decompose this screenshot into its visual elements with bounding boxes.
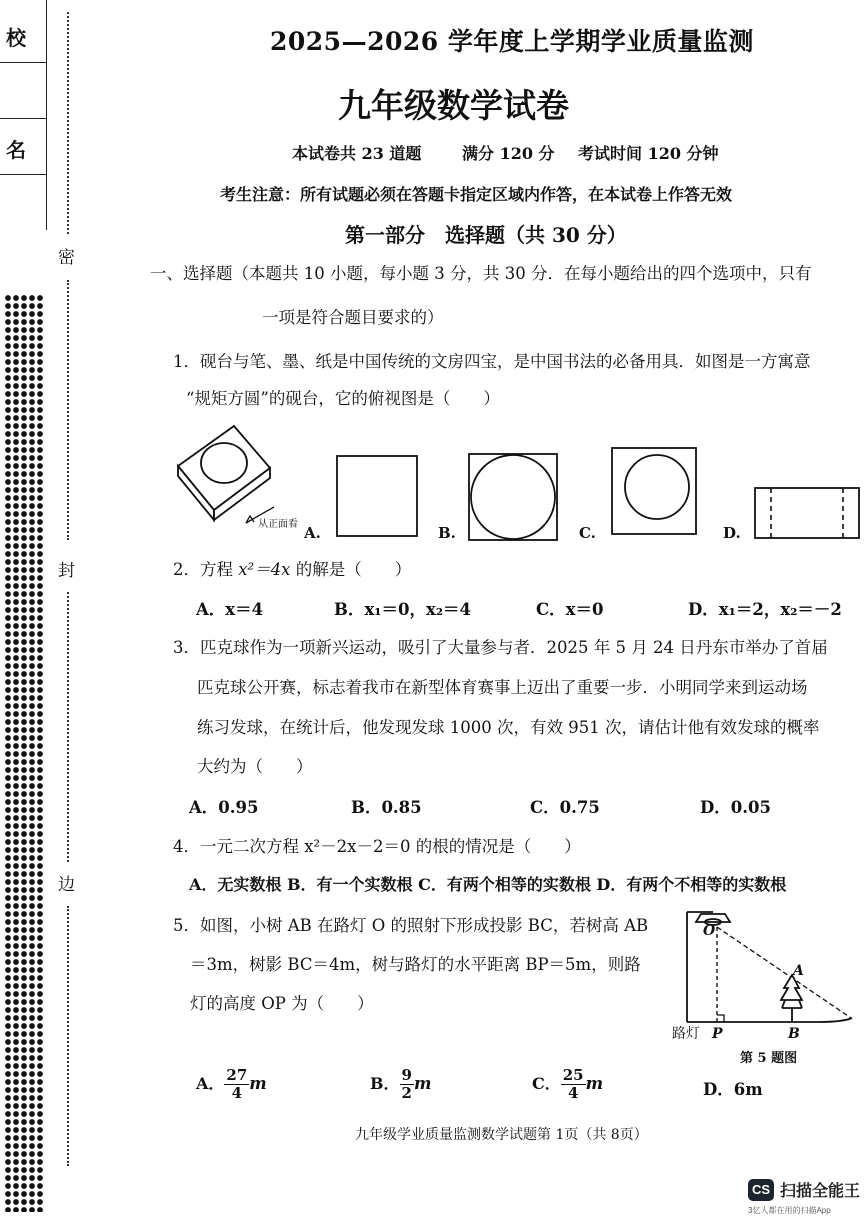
seal-char-mi: 密 bbox=[58, 248, 75, 268]
q2-stem: 2．方程 x²＝4x 的解是（ ） bbox=[173, 560, 412, 579]
q3-option-b[interactable]: B．0.85 bbox=[351, 798, 422, 817]
dot-pattern-strip bbox=[4, 294, 44, 1212]
info-divider bbox=[0, 174, 46, 175]
q5-stem-line3: 灯的高度 OP 为（ ） bbox=[190, 994, 374, 1013]
seal-line bbox=[67, 280, 69, 540]
svg-text:B.: B. bbox=[438, 524, 456, 542]
meta-score: 满分 120 分 bbox=[462, 144, 555, 163]
seal-line bbox=[67, 906, 69, 1166]
svg-text:A.: A. bbox=[304, 524, 321, 542]
q2-option-c[interactable]: C．x＝0 bbox=[536, 600, 604, 619]
q3-option-a[interactable]: A．0.95 bbox=[189, 798, 259, 817]
q1-stem-line1: 1．砚台与笔、墨、纸是中国传统的文房四宝，是中国书法的必备用具．如图是一方寓意 bbox=[173, 352, 811, 371]
q2-option-b[interactable]: B．x₁＝0，x₂＝4 bbox=[334, 600, 472, 619]
exam-title: 九年级数学试卷 bbox=[338, 86, 569, 125]
q5-option-a[interactable]: A． $\frac{27}{4}$ m bbox=[196, 1066, 267, 1102]
svg-text:D.: D. bbox=[723, 524, 741, 542]
school-label: 校 bbox=[6, 26, 26, 50]
info-divider bbox=[0, 62, 46, 63]
camscanner-tagline: 3亿人都在用的扫描App bbox=[748, 1206, 831, 1215]
q4-stem: 4．一元二次方程 x²－2x－2＝0 的根的情况是（ ） bbox=[173, 837, 581, 856]
section-intro-line1: 一、选择题（本题共 10 小题，每小题 3 分，共 30 分．在每小题给出的四个选项中，只有 bbox=[150, 264, 812, 283]
q4-options[interactable]: A．无实数根 B．有一个实数根 C．有两个相等的实数根 D．有两个不相等的实数根 bbox=[189, 875, 787, 894]
q5-option-c[interactable]: C． $\frac{25}{4}$ m bbox=[532, 1066, 604, 1102]
front-view-label: 从正面看 bbox=[258, 519, 298, 530]
part-heading: 第一部分 选择题（共 30 分） bbox=[345, 223, 627, 247]
svg-text:B: B bbox=[788, 1026, 800, 1042]
camscanner-name: 扫描全能王 bbox=[780, 1183, 861, 1200]
meta-questions: 本试卷共 23 道题 bbox=[292, 144, 422, 163]
option-a-square bbox=[337, 456, 417, 536]
meta-time: 考试时间 120 分钟 bbox=[578, 144, 719, 163]
q3-option-c[interactable]: C．0.75 bbox=[530, 798, 600, 817]
name-label: 名 bbox=[6, 138, 26, 162]
q5-stem-line2: ＝3m，树影 BC＝4m，树与路灯的水平距离 BP＝5m，则路 bbox=[190, 955, 641, 974]
q3-option-d[interactable]: D．0.05 bbox=[700, 798, 771, 817]
camscanner-logo-icon: CS bbox=[748, 1179, 774, 1201]
q3-stem-line3: 练习发球，在统计后，他发现发球 1000 次，有效 951 次，请估计他有效发球的概率 bbox=[197, 718, 820, 737]
section-intro-line2: 一项是符合题目要求的） bbox=[262, 308, 444, 327]
seal-char-bian: 边 bbox=[58, 875, 75, 895]
q5-option-b[interactable]: B． $\frac{9}{2}$ m bbox=[370, 1066, 432, 1102]
q2-option-a[interactable]: A．x＝4 bbox=[196, 600, 264, 619]
q3-stem-line1: 3．匹克球作为一项新兴运动，吸引了大量参与者．2025 年 5 月 24 日丹东市举办了首届 bbox=[173, 638, 828, 657]
svg-text:A: A bbox=[793, 963, 804, 979]
page-footer: 九年级学业质量监测数学试题第 1页（共 8页） bbox=[355, 1127, 648, 1143]
seal-char-feng: 封 bbox=[58, 561, 75, 581]
q2-equation: x²＝4x bbox=[238, 560, 291, 579]
seal-line bbox=[67, 592, 69, 862]
q5-figure bbox=[668, 900, 863, 1070]
q5-stem-line1: 5．如图，小树 AB 在路灯 O 的照射下形成投影 BC，若树高 AB bbox=[173, 916, 649, 935]
svg-text:第 5 题图: 第 5 题图 bbox=[740, 1051, 798, 1066]
q3-stem-line4: 大约为（ ） bbox=[197, 757, 313, 776]
svg-text:路灯: 路灯 bbox=[672, 1026, 700, 1042]
q2-option-d[interactable]: D．x₁＝2，x₂＝－2 bbox=[688, 600, 842, 619]
svg-text:P: P bbox=[712, 1026, 723, 1042]
q3-stem-line2: 匹克球公开赛，标志着我市在新型体育赛事上迈出了重要一步．小明同学来到运动场 bbox=[197, 678, 808, 697]
inkstone-figure bbox=[178, 426, 274, 523]
q1-figures bbox=[170, 418, 867, 548]
svg-text:O: O bbox=[703, 923, 716, 939]
q1-stem-line2: “规矩方圆”的砚台，它的俯视图是（ ） bbox=[186, 389, 500, 408]
svg-text:C.: C. bbox=[579, 524, 596, 542]
option-b-figure bbox=[469, 454, 557, 540]
option-d-figure bbox=[755, 488, 859, 538]
exam-title-line1: 2025—2026 学年度上学期学业质量监测 bbox=[270, 27, 754, 56]
q5-option-d[interactable]: D．6m bbox=[703, 1080, 763, 1099]
notice: 考生注意：所有试题必须在答题卡指定区域内作答，在本试卷上作答无效 bbox=[220, 185, 733, 204]
